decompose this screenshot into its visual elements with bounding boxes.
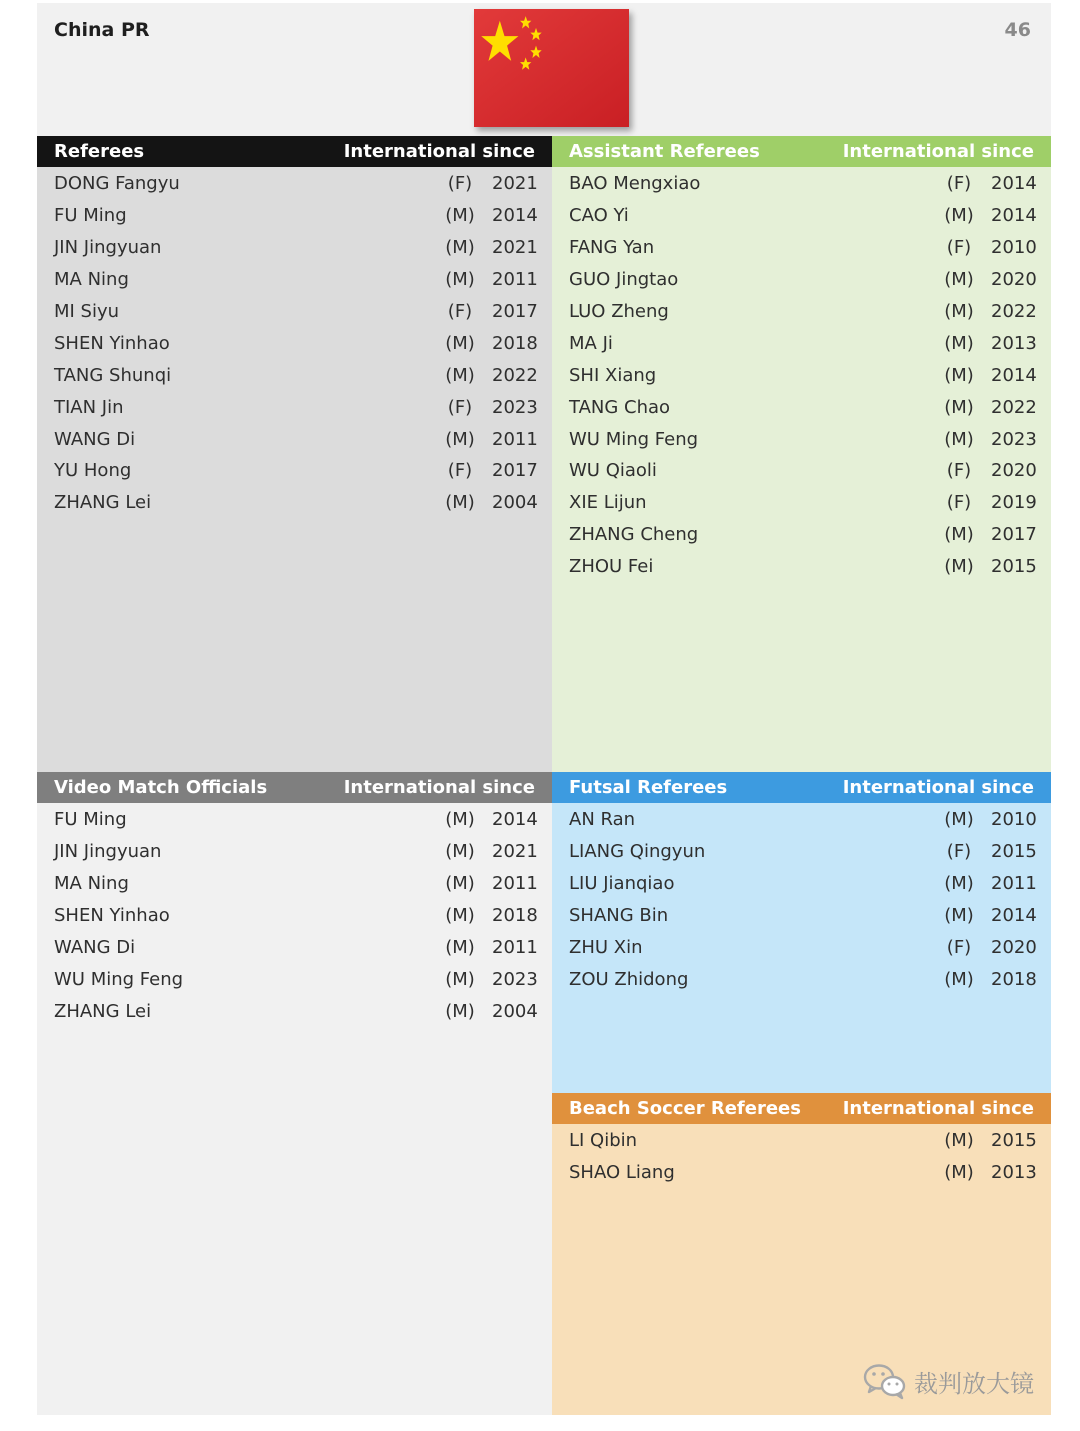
official-gender: (F) [946, 460, 972, 482]
international-since-year: 2014 [991, 173, 1037, 195]
video-match-officials-column-label: International since [343, 777, 535, 798]
official-name: FU Ming [54, 809, 127, 831]
official-name: SHEN Yinhao [54, 332, 170, 354]
international-since-year: 2013 [991, 332, 1037, 354]
list-item [37, 995, 552, 1027]
official-name: LIANG Qingyun [569, 841, 706, 863]
official-gender: (M) [445, 841, 475, 863]
international-since-year: 2011 [991, 873, 1037, 895]
list-item [552, 963, 1051, 995]
official-name: SHAO Liang [569, 1162, 675, 1184]
official-name: LUO Zheng [569, 301, 669, 322]
list-item [37, 487, 552, 519]
list-item [37, 423, 552, 455]
official-gender: (M) [944, 332, 974, 354]
international-since-year: 2018 [991, 968, 1037, 990]
assistant-referees-list [552, 167, 1051, 583]
list-item [37, 359, 552, 391]
official-name: FU Ming [54, 205, 127, 227]
list-item [552, 359, 1051, 391]
list-item [37, 932, 552, 964]
official-name: ZHANG Lei [54, 492, 152, 514]
official-name: TIAN Jin [54, 396, 124, 418]
official-name: YU Hong [54, 460, 132, 482]
china-flag [474, 9, 629, 127]
international-since-year: 2023 [991, 428, 1037, 450]
official-gender: (M) [944, 428, 974, 450]
assistant-referees-column-label: International since [842, 141, 1034, 162]
list-item [37, 168, 552, 200]
international-since-year: 2010 [991, 809, 1037, 831]
official-name: MI Siyu [54, 301, 120, 322]
futsal-referees-panel [552, 772, 1051, 1093]
assistant-referees-panel [552, 136, 1051, 772]
referees-panel [37, 136, 552, 772]
official-gender: (M) [944, 269, 974, 291]
international-since-year: 2011 [492, 428, 538, 450]
list-item [552, 932, 1051, 964]
official-gender: (M) [445, 364, 475, 386]
official-gender: (M) [445, 428, 475, 450]
list-item [552, 804, 1051, 836]
list-item [37, 264, 552, 296]
official-gender: (M) [445, 1000, 475, 1022]
official-name: GUO Jingtao [569, 269, 679, 291]
official-gender: (M) [944, 301, 974, 322]
international-since-year: 2014 [991, 905, 1037, 927]
official-gender: (M) [944, 396, 974, 418]
international-since-year: 2011 [492, 873, 538, 895]
official-gender: (F) [946, 237, 972, 259]
official-name: SHEN Yinhao [54, 905, 170, 927]
list-item [37, 232, 552, 264]
international-since-year: 2021 [492, 841, 538, 863]
official-gender: (F) [946, 173, 972, 195]
international-since-year: 2017 [492, 460, 538, 482]
official-name: BAO Mengxiao [569, 173, 701, 195]
assistant-referees-title: Assistant Referees [569, 141, 760, 162]
official-name: ZHANG Lei [54, 1000, 152, 1022]
assistant-referees-header [552, 136, 1051, 167]
page-number: 46 [1004, 19, 1031, 41]
list-item [37, 868, 552, 900]
international-since-year: 2021 [492, 173, 538, 195]
official-gender: (F) [946, 937, 972, 958]
official-name: MA Ning [54, 873, 129, 895]
official-gender: (F) [447, 460, 473, 482]
watermark-text: 裁判放大镜 [914, 1369, 1034, 1398]
futsal-referees-title: Futsal Referees [569, 777, 728, 798]
video-match-officials-header [37, 772, 552, 803]
official-name: ZHU Xin [569, 937, 643, 958]
futsal-referees-list [552, 803, 1051, 995]
official-gender: (M) [445, 269, 475, 291]
official-name: ZHOU Fei [569, 556, 654, 578]
list-item [37, 296, 552, 328]
official-gender: (M) [944, 1162, 974, 1184]
official-name: FANG Yan [569, 237, 655, 259]
list-item [37, 836, 552, 868]
list-item [552, 264, 1051, 296]
international-since-year: 2017 [991, 524, 1037, 546]
official-name: SHI Xiang [569, 364, 657, 386]
list-item [552, 551, 1051, 583]
list-item [552, 1125, 1051, 1157]
referees-column-label: International since [343, 141, 535, 162]
referees-list [37, 167, 552, 519]
list-item [552, 200, 1051, 232]
official-gender: (M) [445, 905, 475, 927]
international-since-year: 2020 [991, 269, 1037, 291]
international-since-year: 2013 [991, 1162, 1037, 1184]
video-match-officials-list [37, 803, 552, 1027]
list-item [37, 391, 552, 423]
official-gender: (M) [944, 205, 974, 227]
international-since-year: 2014 [991, 364, 1037, 386]
referees-title: Referees [54, 141, 145, 162]
official-name: CAO Yi [569, 205, 629, 227]
futsal-referees-column-label: International since [842, 777, 1034, 798]
official-gender: (M) [944, 364, 974, 386]
official-gender: (M) [944, 524, 974, 546]
international-since-year: 2022 [492, 364, 538, 386]
beach-soccer-referees-title: Beach Soccer Referees [569, 1098, 801, 1119]
list-item [552, 327, 1051, 359]
official-gender: (F) [447, 396, 473, 418]
official-gender: (F) [447, 301, 473, 322]
official-gender: (M) [445, 492, 475, 514]
list-item [552, 836, 1051, 868]
official-name: JIN Jingyuan [54, 237, 162, 259]
international-since-year: 2022 [991, 396, 1037, 418]
international-since-year: 2018 [492, 905, 538, 927]
list-item [37, 200, 552, 232]
list-item [552, 168, 1051, 200]
list-item [37, 327, 552, 359]
list-item [552, 455, 1051, 487]
international-since-year: 2015 [991, 556, 1037, 578]
official-name: WANG Di [54, 428, 136, 450]
futsal-referees-header [552, 772, 1051, 803]
official-gender: (M) [944, 968, 974, 990]
international-since-year: 2010 [991, 237, 1037, 259]
international-since-year: 2004 [492, 492, 538, 514]
international-since-year: 2023 [492, 396, 538, 418]
official-gender: (M) [445, 205, 475, 227]
official-gender: (F) [946, 492, 972, 514]
official-name: DONG Fangyu [54, 173, 180, 195]
wechat-icon [862, 1362, 908, 1400]
official-name: TANG Shunqi [54, 364, 172, 386]
international-since-year: 2014 [492, 809, 538, 831]
official-name: SHANG Bin [569, 905, 669, 927]
international-since-year: 2019 [991, 492, 1037, 514]
international-since-year: 2022 [991, 301, 1037, 322]
official-name: WANG Di [54, 937, 136, 958]
list-item [552, 487, 1051, 519]
video-match-officials-title: Video Match Officials [54, 777, 268, 798]
official-gender: (M) [944, 905, 974, 927]
official-name: WU Ming Feng [569, 428, 699, 450]
list-item [552, 423, 1051, 455]
official-gender: (M) [944, 809, 974, 831]
video-match-officials-panel [37, 772, 552, 1415]
referees-header [37, 136, 552, 167]
international-since-year: 2015 [991, 841, 1037, 863]
list-item [37, 455, 552, 487]
international-since-year: 2020 [991, 937, 1037, 958]
official-name: JIN Jingyuan [54, 841, 162, 863]
international-since-year: 2011 [492, 937, 538, 958]
country-name: China PR [54, 19, 150, 41]
official-name: WU Ming Feng [54, 968, 184, 990]
beach-soccer-referees-list [552, 1124, 1051, 1189]
official-gender: (F) [946, 841, 972, 863]
international-since-year: 2014 [991, 205, 1037, 227]
list-item [552, 1157, 1051, 1189]
international-since-year: 2017 [492, 301, 538, 322]
official-name: WU Qiaoli [569, 460, 657, 482]
beach-soccer-referees-column-label: International since [842, 1098, 1034, 1119]
list-item [552, 232, 1051, 264]
official-name: AN Ran [569, 809, 636, 831]
list-item [552, 296, 1051, 328]
official-name: LI Qibin [569, 1130, 638, 1152]
international-since-year: 2021 [492, 237, 538, 259]
list-item [552, 868, 1051, 900]
official-name: XIE Lijun [569, 492, 647, 514]
official-name: MA Ning [54, 269, 129, 291]
international-since-year: 2015 [991, 1130, 1037, 1152]
international-since-year: 2020 [991, 460, 1037, 482]
list-item [552, 519, 1051, 551]
official-gender: (M) [944, 1130, 974, 1152]
watermark [862, 1362, 1034, 1400]
official-gender: (M) [445, 332, 475, 354]
international-since-year: 2011 [492, 269, 538, 291]
official-name: TANG Chao [569, 396, 671, 418]
official-gender: (M) [944, 873, 974, 895]
official-gender: (M) [445, 968, 475, 990]
international-since-year: 2023 [492, 968, 538, 990]
official-gender: (F) [447, 173, 473, 195]
official-name: ZHANG Cheng [569, 524, 699, 546]
official-gender: (M) [445, 937, 475, 958]
list-item [37, 963, 552, 995]
official-name: MA Ji [569, 332, 613, 354]
list-item [37, 900, 552, 932]
official-name: ZOU Zhidong [569, 968, 689, 990]
international-since-year: 2018 [492, 332, 538, 354]
official-gender: (M) [445, 237, 475, 259]
official-gender: (M) [445, 873, 475, 895]
list-item [552, 900, 1051, 932]
official-gender: (M) [944, 556, 974, 578]
list-item [552, 391, 1051, 423]
international-since-year: 2004 [492, 1000, 538, 1022]
official-gender: (M) [445, 809, 475, 831]
international-since-year: 2014 [492, 205, 538, 227]
beach-soccer-referees-header [552, 1093, 1051, 1124]
official-name: LIU Jianqiao [569, 873, 675, 895]
list-item [37, 804, 552, 836]
